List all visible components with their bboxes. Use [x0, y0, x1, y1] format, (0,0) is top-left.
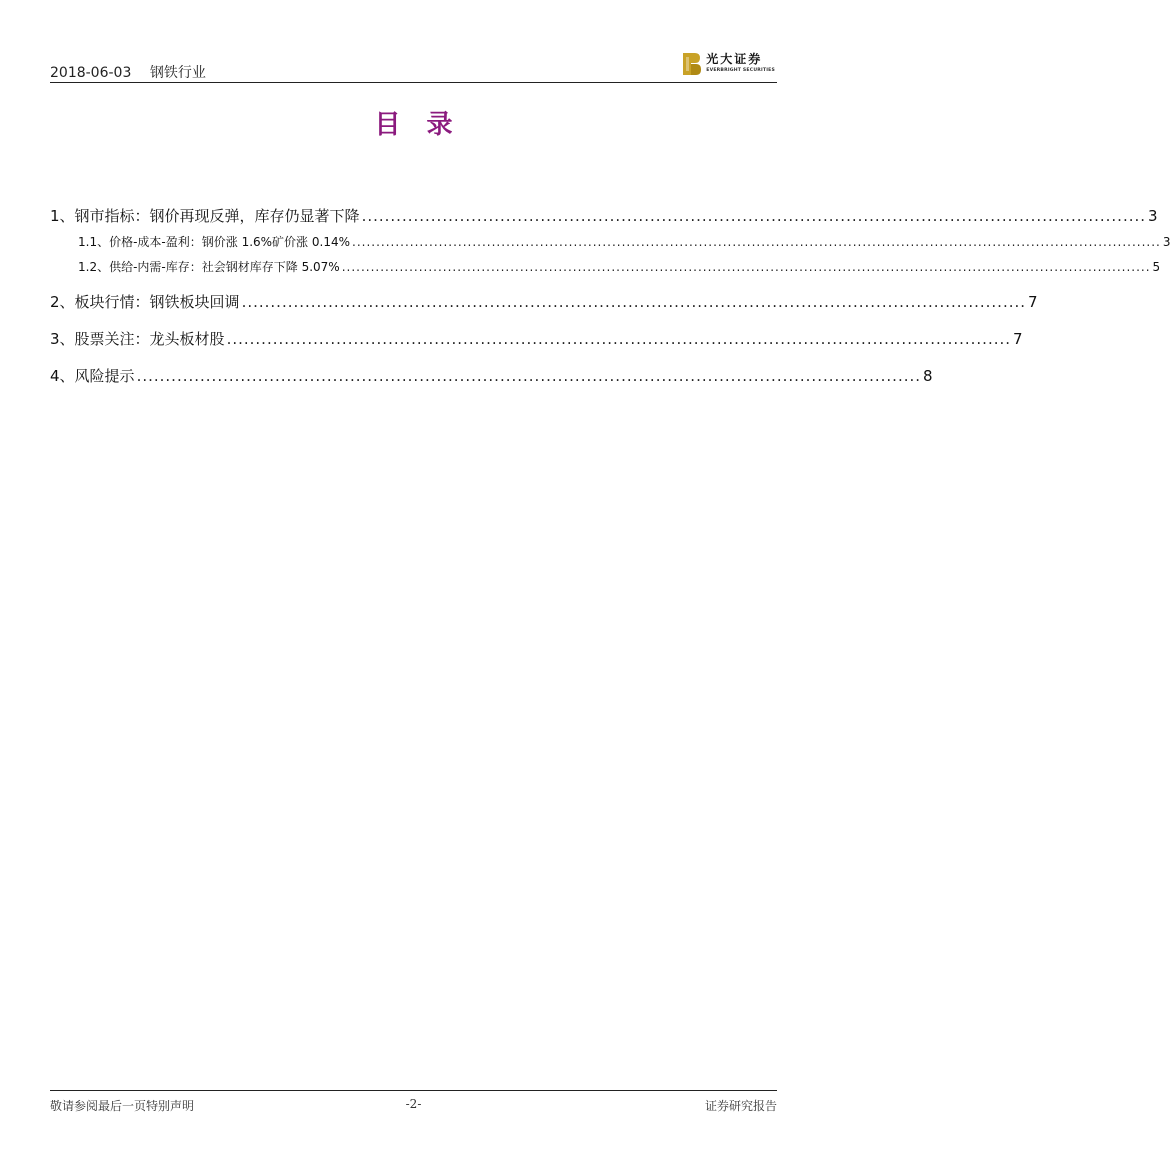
toc-entry-title: 供给-内需-库存：社会钢材库存下降 5.07%: [109, 260, 340, 274]
toc-entry-title: 钢市指标：钢价再现反弹，库存仍显著下降: [74, 207, 360, 225]
toc-entry-1-1[interactable]: [50, 233, 1170, 250]
toc-entry-number: 1.1、: [78, 235, 110, 249]
footer-report-type: 证券研究报告: [704, 1099, 777, 1113]
toc-entry-1[interactable]: [50, 205, 1158, 226]
toc-entry-page: 3: [1162, 235, 1170, 249]
toc-entry-3[interactable]: [50, 328, 1023, 349]
toc-title: 目录: [374, 110, 479, 140]
report-date: 2018-06-03: [50, 65, 132, 81]
toc-entry-number: 2、: [50, 293, 75, 311]
header-meta: [50, 62, 220, 82]
footer-disclaimer: 敬请参阅最后一页特别声明: [50, 1099, 195, 1113]
toc-leader-dots: ........................................................................................................................................................................: [352, 235, 1161, 249]
everbright-logo: [683, 52, 775, 78]
toc-leader-dots: ........................................................................................................................................: [361, 207, 1147, 225]
toc-entry-page: 7: [1013, 330, 1023, 348]
logo-text-en: EVERBRIGHT SECURITIES: [706, 68, 775, 73]
toc-leader-dots: ........................................................................................................................................: [226, 330, 1012, 348]
toc-leader-dots: ........................................................................................................................................: [241, 293, 1027, 311]
toc-entry-page: 7: [1028, 293, 1038, 311]
everbright-logo-icon: [683, 53, 701, 75]
toc-entry-title: 股票关注：龙头板材股: [74, 330, 225, 348]
footer-page-number: -2-: [405, 1097, 422, 1111]
toc-entry-title: 价格-成本-盈利：钢价涨 1.6%矿价涨 0.14%: [109, 235, 350, 249]
toc-entry-title: 板块行情：钢铁板块回调: [74, 293, 240, 311]
toc-entry-page: 8: [923, 367, 933, 385]
toc-entry-number: 4、: [50, 367, 75, 385]
toc-entry-1-2[interactable]: [50, 258, 1161, 275]
toc-entry-4[interactable]: [50, 365, 933, 386]
toc-entry-number: 3、: [50, 330, 75, 348]
toc-entry-title: 风险提示: [74, 367, 135, 385]
logo-text-cn: 光大证券: [706, 52, 763, 66]
page-header: [50, 52, 777, 83]
toc-entry-number: 1、: [50, 207, 75, 225]
toc-entry-number: 1.2、: [78, 260, 110, 274]
industry-label: 钢铁行业: [149, 65, 206, 81]
toc-entry-page: 3: [1148, 207, 1158, 225]
page-footer: [50, 1090, 777, 1121]
toc-leader-dots: ........................................................................................................................................: [136, 367, 922, 385]
toc-entry-2[interactable]: [50, 291, 1038, 312]
toc-entry-page: 5: [1152, 260, 1161, 274]
toc-leader-dots: ........................................................................................................................................................................: [341, 260, 1151, 274]
